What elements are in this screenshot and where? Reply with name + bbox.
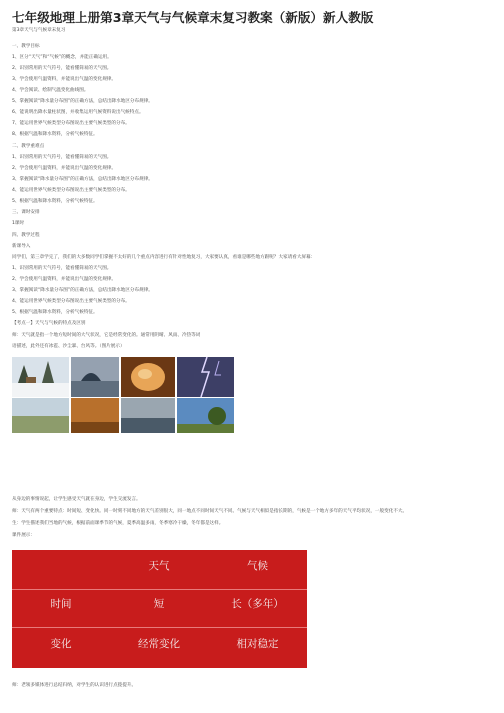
review-item: 4、能运用世界气候类型分布图说出主要气候类型的分布。 bbox=[12, 299, 130, 304]
keypoint-item: 2、学会使用气温资料，并能说出气温的变化规律。 bbox=[12, 166, 116, 171]
review-item: 1、识别常用的天气符号，能看懂简易的天气图。 bbox=[12, 266, 112, 271]
keypoint-item: 1、识别常用的天气符号，能看懂简易的天气图。 bbox=[12, 155, 112, 160]
courseware-label: 课件展示： bbox=[12, 533, 35, 538]
table-cell: 经常变化 bbox=[138, 638, 180, 650]
hours-value: 1课时 bbox=[12, 221, 25, 226]
section-heading-process: 四、教学过程 bbox=[12, 233, 40, 238]
goal-item: 2、识别常用的天气符号，能看懂简易的天气图。 bbox=[12, 66, 112, 71]
table-row-label: 变化 bbox=[50, 638, 72, 650]
table-cell: 长（多年） bbox=[231, 598, 284, 610]
closing-text: 师：老领多媒体进行总结归纳，对学生的认识进行点拨提升。 bbox=[12, 683, 137, 688]
goal-item: 8、根据气温和降水资料，分析气候特征。 bbox=[12, 132, 98, 137]
review-item: 3、掌握阅读“降水量分布图”的正确方法，总结出降水地区分布规律。 bbox=[12, 288, 153, 293]
goal-item: 7、能运用世界气候类型分布图说出主要气候类型的分布。 bbox=[12, 121, 130, 126]
keypoint-item: 3、掌握阅读“降水量分布图”的正确方法，总结出降水地区分布规律。 bbox=[12, 177, 153, 182]
lightning-photo bbox=[177, 357, 234, 397]
document-title: 七年级地理上册第3章天气与气候章末复习教案（新版）新人教版 bbox=[12, 10, 374, 25]
storm-sea-photo bbox=[121, 398, 175, 433]
section-heading-goals: 一、教学目标 bbox=[12, 44, 40, 49]
teacher-text-continued: 语描述，此外还有冰雹、沙尘暴、台风等。（图片展示） bbox=[12, 344, 125, 349]
review-item: 2、学会使用气温资料，并能说出气温的变化规律。 bbox=[12, 277, 116, 282]
keypoint-item: 4、能运用世界气候类型分布图说出主要气候类型的分布。 bbox=[12, 188, 130, 193]
table-cell: 相对稳定 bbox=[236, 638, 279, 650]
topic-heading: 【考点一】天气与气候的特点及区别 bbox=[12, 321, 86, 326]
goal-item: 5、掌握阅读“降水量分布图”的正确方法，总结出降水地区分布规律。 bbox=[12, 99, 153, 104]
teacher-text: 师：天气就是指一个地方短时间的大气状况，它是经常变化的。通常用阴晴、风雨、冷热等词 bbox=[12, 333, 201, 338]
table-row-label: 时间 bbox=[50, 598, 72, 610]
student-text: 生：学生描述我们当地的气候，根据前面课季节的气候，夏季高温多雨，冬季寒冷干燥，冬年都是这样。 bbox=[12, 521, 224, 526]
snow-scene-photo bbox=[12, 357, 69, 397]
rain-scene-photo bbox=[71, 357, 119, 397]
goal-item: 3、学会使用气温资料，并能说出气温的变化规律。 bbox=[12, 77, 116, 82]
table-divider bbox=[12, 627, 307, 628]
section-heading-keypoints: 二、教学重难点 bbox=[12, 144, 45, 149]
teacher-text-2: 师：天气有两个重要特点：时间短、变化快。同一时刻不同地方的天气差别很大，同一地点不同时间天气不同。气候与天气相似是指长期的，气候是一个地方多年的天气平均状况，一般变化不大。 bbox=[12, 509, 408, 514]
after-photos-text: 从身边的事情说起，让学生感受天气就在身边，学生交流发言。 bbox=[12, 497, 141, 502]
section-heading-hours: 三、课时安排 bbox=[12, 210, 40, 215]
table-cell: 短 bbox=[153, 598, 165, 610]
table-header-cell: 气候 bbox=[247, 560, 268, 572]
table-divider bbox=[12, 589, 307, 590]
table-header-cell: 天气 bbox=[148, 560, 170, 572]
review-item: 5、根据气温和降水资料，分析气候特征。 bbox=[12, 310, 98, 315]
goal-item: 4、学会阅读、绘制气温变化曲线图。 bbox=[12, 88, 89, 93]
subtitle: 第3章天气与气候章末复习 bbox=[12, 28, 66, 33]
keypoint-item: 5、根据气温和降水资料，分析气候特征。 bbox=[12, 199, 98, 204]
goal-item: 6、能说明出降水量柱状图，并收集运用气候资料说出气候特点。 bbox=[12, 110, 144, 115]
field-scene-photo bbox=[12, 398, 69, 433]
tree-sky-photo bbox=[177, 398, 234, 433]
goal-item: 1、区分“天气”和“气候”的概念，并能正确运用。 bbox=[12, 55, 112, 60]
hail-sample-photo bbox=[121, 357, 175, 397]
process-intro: 新课导入 bbox=[12, 244, 31, 249]
process-intro-text: 同学们，第三章学完了，我们的大多数同学们掌握不太好的几个重点内容进行有针对性地复习，大家要认真，看谁是哪些地方跟呢？大家请看大屏幕： bbox=[12, 255, 316, 260]
comparison-table bbox=[12, 550, 307, 668]
sandstorm-photo bbox=[71, 398, 119, 433]
